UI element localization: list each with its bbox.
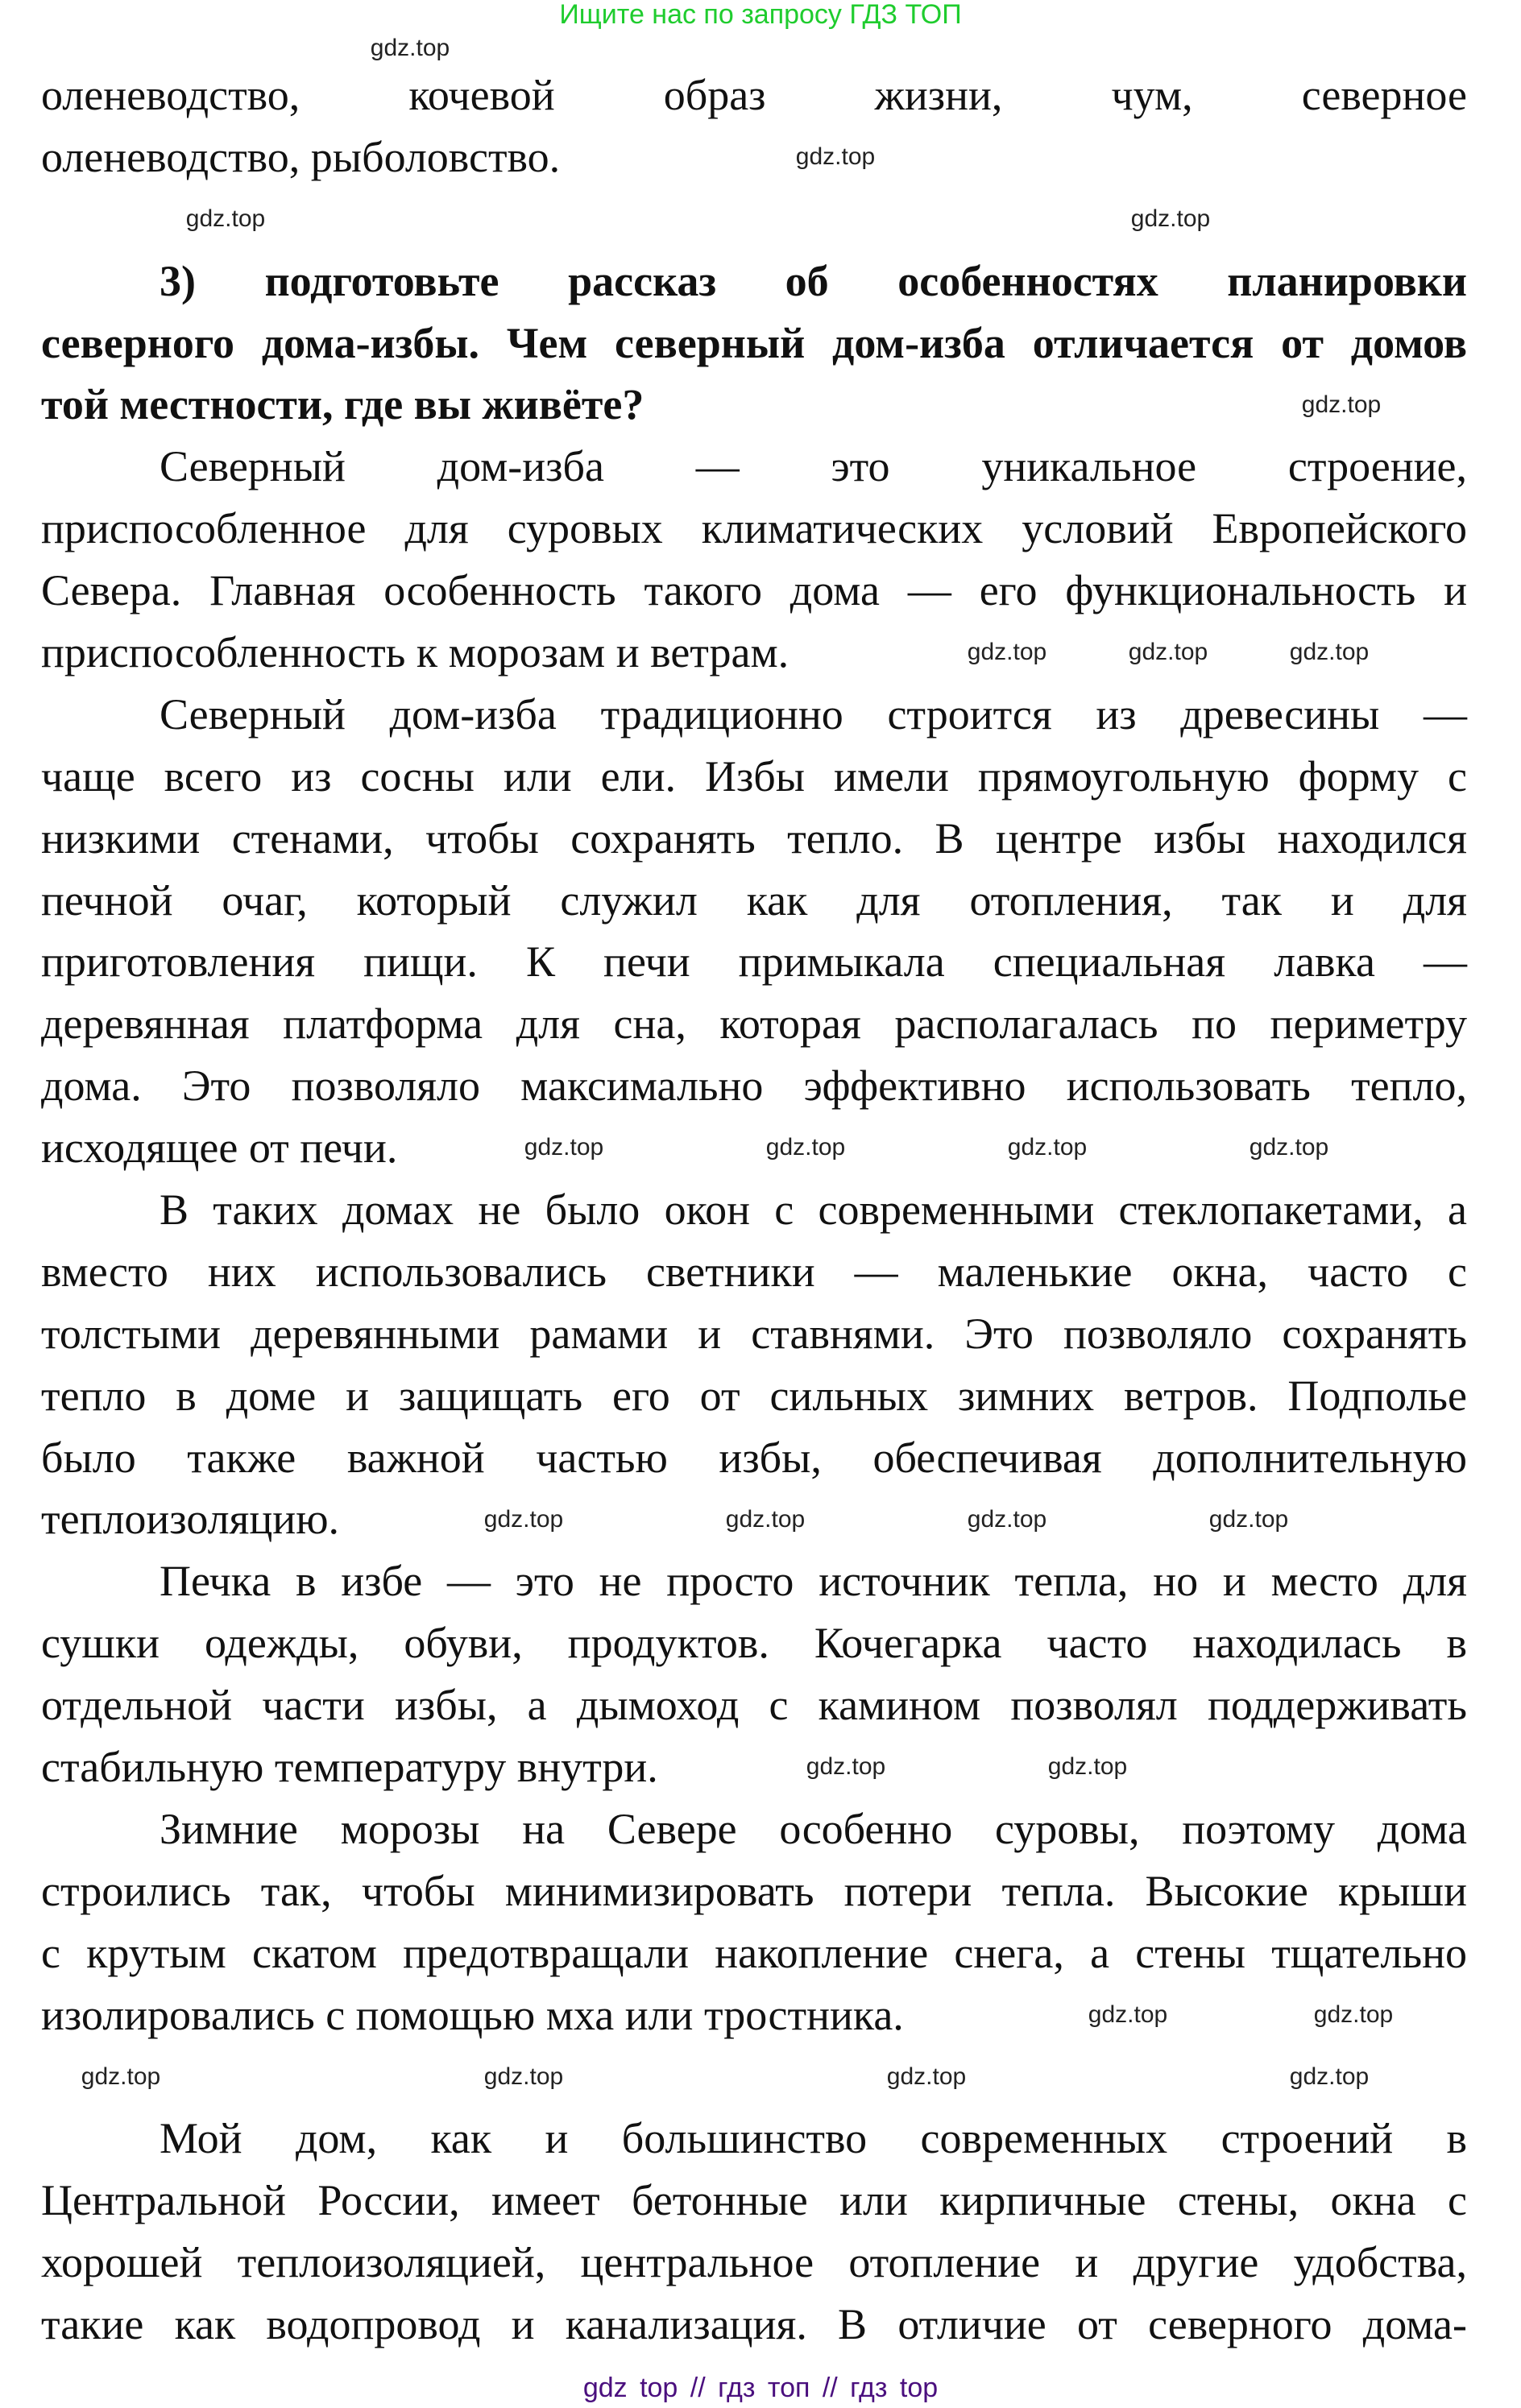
text-line: исходящее от печи.: [41, 1123, 398, 1173]
text-line: Северный дом-изба традиционно строится из древесины —: [160, 689, 1467, 739]
text-line: Мой дом, как и большинство современных строений в: [160, 2114, 1467, 2163]
gdz-watermark: gdz.top: [1313, 2001, 1394, 2028]
gdz-watermark: gdz.top: [1289, 639, 1370, 665]
text-line: Центральной России, имеет бетонные или кирпичные стены, окна с: [41, 2176, 1467, 2225]
gdz-watermark: gdz.top: [1007, 1134, 1088, 1161]
text-line: печной очаг, который служил как для отопления, так и для: [41, 875, 1467, 925]
text-line: изолировались с помощью мха или тростника.: [41, 1990, 904, 2039]
paragraph: [41, 684, 1467, 1179]
paragraph: [41, 64, 1467, 188]
gdz-watermark: gdz.top: [725, 1506, 806, 1533]
gdz-watermark: gdz.top: [806, 1753, 886, 1780]
text-line: 3) подготовьте рассказ об особенностях планировки: [160, 256, 1467, 305]
text-line: тепло в доме и защищать его от сильных зимних ветров. Подполье: [41, 1371, 1467, 1420]
text-line: стабильную температуру внутри.: [41, 1743, 658, 1792]
text-line: толстыми деревянными рамами и ставнями. Это позволяло сохранять: [41, 1309, 1467, 1358]
gdz-watermark: gdz.top: [1301, 391, 1382, 418]
text-line: деревянная платформа для сна, которая располагалась по периметру: [41, 999, 1467, 1049]
paragraph: [41, 2108, 1467, 2356]
paragraph: [41, 1798, 1467, 2046]
gdz-watermark: gdz.top: [370, 35, 450, 61]
text-line: чаще всего из сосны или ели. Избы имели прямоугольную форму с: [41, 751, 1467, 801]
gdz-watermark: gdz.top: [1088, 2001, 1168, 2028]
paragraph: [41, 1179, 1467, 1550]
text-line: хорошей теплоизоляцией, центральное отопление и другие удобства,: [41, 2238, 1467, 2287]
gdz-watermark: gdz.top: [1289, 2063, 1370, 2090]
gdz-watermark: gdz.top: [765, 1134, 846, 1161]
text-line: Северный дом-изба — это уникальное строение,: [160, 442, 1467, 491]
gdz-watermark: gdz.top: [1047, 1753, 1128, 1780]
text-line: приготовления пищи. К печи примыкала специальная лавка —: [41, 937, 1467, 987]
text-line: Печка в избе — это не просто источник тепла, но и место для: [160, 1557, 1467, 1606]
footer-watermark: gdz top // гдз топ // гдз top: [582, 2373, 939, 2403]
text-line: строились так, чтобы минимизировать потери тепла. Высокие крыши: [41, 1866, 1467, 1915]
paragraph: [41, 1550, 1467, 1798]
text-line: Севера. Главная особенность такого дома — его функциональность и: [41, 566, 1467, 615]
gdz-watermark: gdz.top: [886, 2063, 967, 2090]
text-line: такие как водопровод и канализация. В отличие от северного дома-: [41, 2300, 1467, 2349]
text-line: низкими стенами, чтобы сохранять тепло. В центре избы находился: [41, 813, 1467, 863]
text-line: дома. Это позволяло максимально эффективно использовать тепло,: [41, 1061, 1467, 1111]
text-line: оленеводство, кочевой образ жизни, чум, северное: [41, 71, 1467, 119]
text-line: теплоизоляцию.: [41, 1495, 340, 1544]
paragraph: [41, 436, 1467, 684]
search-hint-banner: Ищите нас по запросу ГДЗ ТОП: [559, 0, 962, 30]
gdz-watermark: gdz.top: [185, 205, 266, 232]
gdz-watermark: gdz.top: [795, 143, 876, 170]
text-line: северного дома-избы. Чем северный дом-изба отличается от домов: [41, 318, 1467, 367]
gdz-watermark: gdz.top: [483, 2063, 564, 2090]
text-line: В таких домах не было окон с современными стеклопакетами, а: [160, 1185, 1467, 1235]
document-body: [41, 64, 1467, 2356]
gdz-watermark: gdz.top: [1128, 639, 1208, 665]
gdz-watermark: gdz.top: [967, 1506, 1047, 1533]
gdz-watermark: gdz.top: [1208, 1506, 1289, 1533]
gdz-watermark: gdz.top: [524, 1134, 604, 1161]
paragraph-spacer: [41, 2046, 1467, 2108]
gdz-watermark: gdz.top: [81, 2063, 161, 2090]
text-line: отдельной части избы, а дымоход с камином позволял поддерживать: [41, 1681, 1467, 1730]
text-line: было также важной частью избы, обеспечивая дополнительную: [41, 1433, 1467, 1482]
text-line: с крутым скатом предотвращали накопление снега, а стены тщательно: [41, 1928, 1467, 1977]
text-line: оленеводство, рыболовство.: [41, 132, 561, 181]
text-line: сушки одежды, обуви, продуктов. Кочегарка часто находилась в: [41, 1619, 1467, 1668]
gdz-watermark: gdz.top: [1130, 205, 1211, 232]
gdz-watermark: gdz.top: [483, 1506, 564, 1533]
text-line: той местности, где вы живёте?: [41, 380, 644, 429]
text-line: приспособленность к морозам и ветрам.: [41, 628, 790, 677]
gdz-watermark: gdz.top: [967, 639, 1047, 665]
text-line: вместо них использовались светники — маленькие окна, часто с: [41, 1247, 1467, 1296]
task-question: [41, 250, 1467, 437]
gdz-watermark: gdz.top: [1249, 1134, 1329, 1161]
text-line: приспособленное для суровых климатических условий Европейского: [41, 504, 1467, 553]
text-line: Зимние морозы на Севере особенно суровы, поэтому дома: [160, 1804, 1467, 1853]
